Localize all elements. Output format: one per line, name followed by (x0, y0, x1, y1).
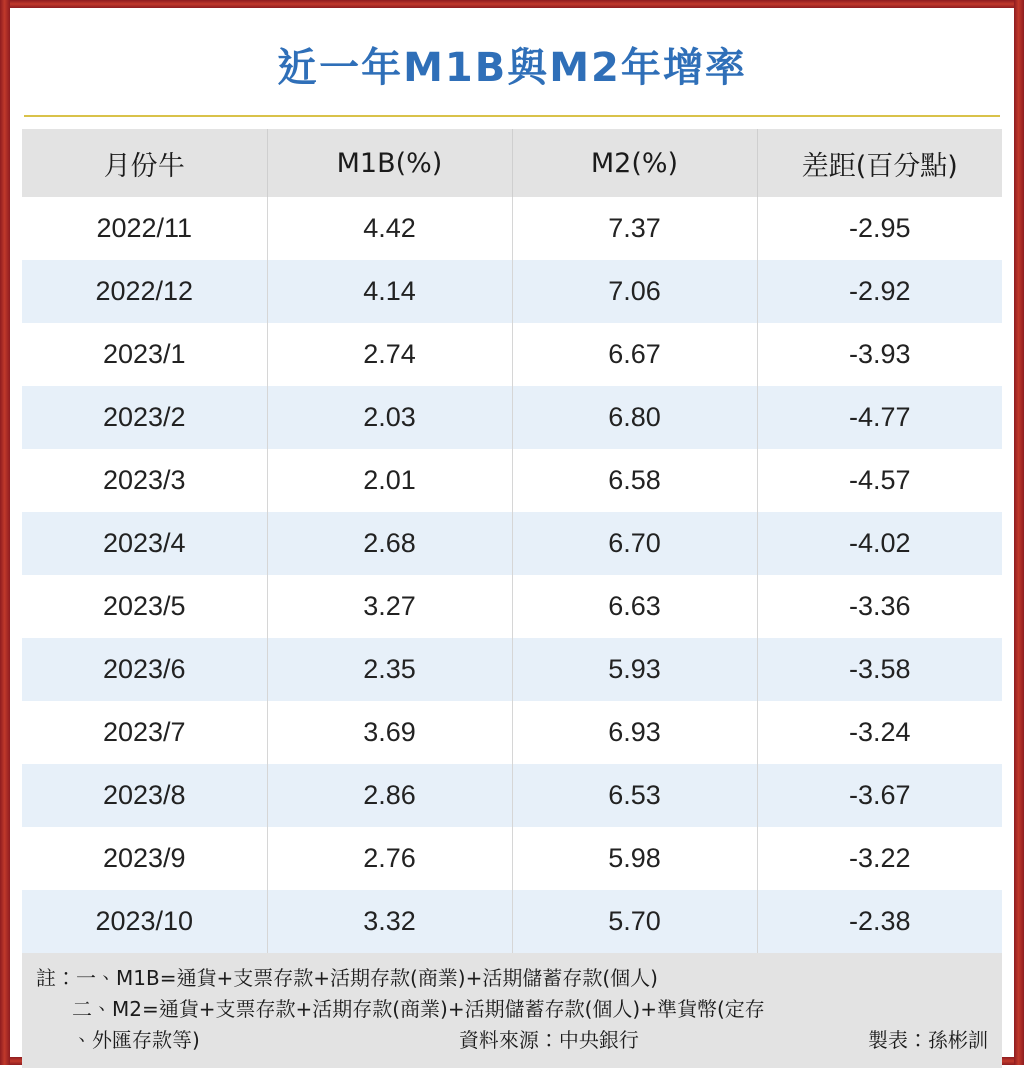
cell-m1b: 2.03 (267, 386, 512, 449)
table-body (22, 197, 1002, 953)
data-table (22, 129, 1002, 953)
footnote-line-1: 註：一、M1B=通貨+支票存款+活期存款(商業)+活期儲蓄存款(個人) (36, 966, 658, 990)
table-row (22, 764, 1002, 827)
cell-gap: -3.93 (757, 323, 1002, 386)
cell-gap: -3.24 (757, 701, 1002, 764)
cell-month: 2023/2 (22, 386, 267, 449)
table-header-row (22, 129, 1002, 197)
column-header-m1b: M1B(%) (267, 129, 512, 197)
cell-gap: -3.58 (757, 638, 1002, 701)
table-header (22, 129, 1002, 197)
cell-m2: 6.63 (512, 575, 757, 638)
table-row (22, 386, 1002, 449)
table-row (22, 260, 1002, 323)
table-row (22, 197, 1002, 260)
cell-m2: 6.58 (512, 449, 757, 512)
cell-gap: -3.22 (757, 827, 1002, 890)
cell-m2: 6.53 (512, 764, 757, 827)
table-row (22, 449, 1002, 512)
cell-m2: 6.80 (512, 386, 757, 449)
cell-gap: -2.92 (757, 260, 1002, 323)
cell-m2: 5.98 (512, 827, 757, 890)
cell-month: 2023/3 (22, 449, 267, 512)
cell-month: 2023/10 (22, 890, 267, 953)
footnote-line-2: 二、M2=通貨+支票存款+活期存款(商業)+活期儲蓄存款(個人)+準貨幣(定存 (72, 997, 765, 1021)
decorative-frame-left (0, 0, 10, 1065)
cell-month: 2023/1 (22, 323, 267, 386)
table-row (22, 638, 1002, 701)
cell-m2: 7.37 (512, 197, 757, 260)
content-area (10, 8, 1014, 1057)
cell-m1b: 4.14 (267, 260, 512, 323)
cell-m2: 6.70 (512, 512, 757, 575)
column-header-gap: 差距(百分點) (757, 129, 1002, 197)
cell-m2: 6.93 (512, 701, 757, 764)
cell-m1b: 3.69 (267, 701, 512, 764)
cell-m1b: 2.35 (267, 638, 512, 701)
decorative-frame-right (1014, 0, 1024, 1065)
cell-gap: -4.77 (757, 386, 1002, 449)
cell-gap: -2.38 (757, 890, 1002, 953)
decorative-frame-top (0, 0, 1024, 8)
cell-m2: 5.70 (512, 890, 757, 953)
chart-author: 製表：孫彬訓 (868, 1028, 988, 1052)
column-header-month: 月份牛 (22, 129, 267, 197)
cell-month: 2022/11 (22, 197, 267, 260)
cell-month: 2023/5 (22, 575, 267, 638)
cell-gap: -4.02 (757, 512, 1002, 575)
cell-month: 2023/4 (22, 512, 267, 575)
cell-m1b: 4.42 (267, 197, 512, 260)
cell-m1b: 3.27 (267, 575, 512, 638)
cell-gap: -3.67 (757, 764, 1002, 827)
footnote-line-3 (36, 1025, 988, 1056)
cell-m1b: 2.76 (267, 827, 512, 890)
table-row (22, 512, 1002, 575)
title-divider (24, 115, 1000, 117)
cell-m1b: 2.86 (267, 764, 512, 827)
column-header-m2: M2(%) (512, 129, 757, 197)
page-title: 近一年M1B與M2年增率 (277, 45, 747, 91)
cell-m2: 5.93 (512, 638, 757, 701)
cell-m1b: 3.32 (267, 890, 512, 953)
cell-month: 2022/12 (22, 260, 267, 323)
cell-gap: -4.57 (757, 449, 1002, 512)
cell-gap: -2.95 (757, 197, 1002, 260)
table-row (22, 701, 1002, 764)
cell-m1b: 2.74 (267, 323, 512, 386)
cell-m2: 7.06 (512, 260, 757, 323)
cell-gap: -3.36 (757, 575, 1002, 638)
cell-month: 2023/6 (22, 638, 267, 701)
table-row (22, 575, 1002, 638)
table-row (22, 827, 1002, 890)
table-row (22, 890, 1002, 953)
cell-month: 2023/7 (22, 701, 267, 764)
cell-m1b: 2.01 (267, 449, 512, 512)
table-row (22, 323, 1002, 386)
cell-m2: 6.67 (512, 323, 757, 386)
footnote-continuation: 、外匯存款等) (72, 1028, 200, 1052)
footnotes (22, 953, 1002, 1068)
data-source: 資料來源：中央銀行 (458, 1028, 639, 1052)
cell-month: 2023/8 (22, 764, 267, 827)
cell-month: 2023/9 (22, 827, 267, 890)
cell-m1b: 2.68 (267, 512, 512, 575)
